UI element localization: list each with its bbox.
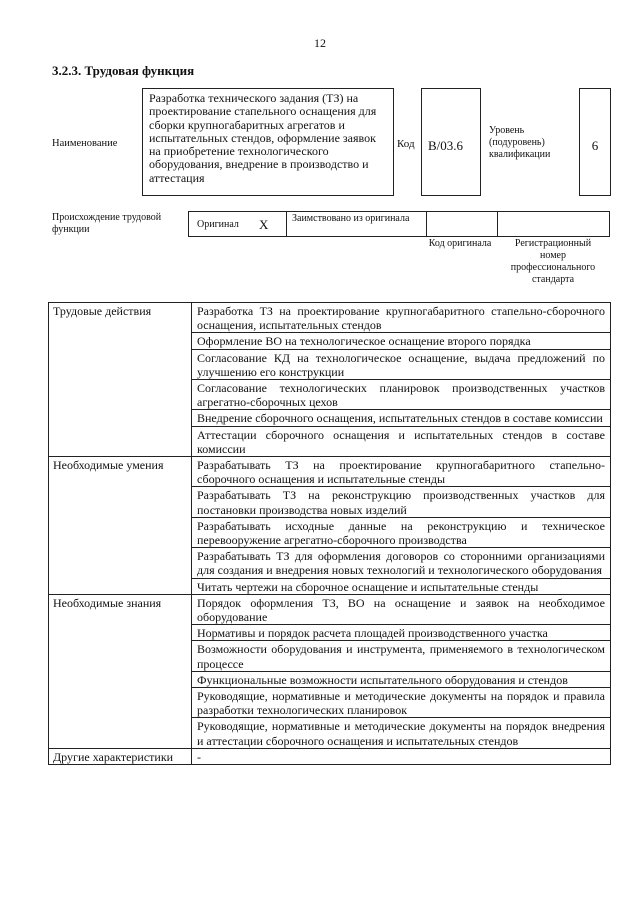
section-item: Функциональные возможности испытательного оборудования и стендов [192, 671, 611, 687]
origin-label: Происхождение трудовой функции [52, 212, 162, 235]
section-item: Возможности оборудования и инструмента, применяемого в технологическом процессе [192, 641, 611, 671]
page-number: 12 [314, 36, 326, 50]
section-label: Другие характеристики [49, 748, 192, 764]
section-label: Необходимые умения [49, 457, 192, 595]
borrowed-label: Заимствовано из оригинала [292, 213, 410, 224]
reg-caption: Регистрационный номер профессионального стандарта [510, 238, 596, 285]
original-mark: X [259, 217, 269, 232]
level-value-box: 6 [579, 88, 611, 196]
code-caption: Код оригинала [428, 238, 492, 249]
section-item: Руководящие, нормативные и методические документы на порядок и правила разработки технологических планировок [192, 688, 611, 718]
section-item: Аттестации сборочного оснащения и испытательных стендов в составе комиссии [192, 426, 611, 456]
section-item: Разрабатывать исходные данные на реконструкцию и техническое перевооружение агрегатно-сборочного производства [192, 517, 611, 547]
section-item: Разработка ТЗ на проектирование крупногабаритного стапельно-сборочного оснащения, испытательных стендов [192, 303, 611, 333]
section-label: Трудовые действия [49, 303, 192, 457]
section-item: Оформление ВО на технологическое оснащение второго порядка [192, 333, 611, 349]
origin-table [188, 211, 610, 237]
name-label: Наименование [52, 138, 118, 149]
section-title: 3.2.3. Трудовая функция [52, 63, 195, 78]
section-item: Согласование КД на технологическое оснащение, выдача предложений по улучшению его конструкции [192, 349, 611, 379]
section-item: Порядок оформления ТЗ, ВО на оснащение и заявок на необходимое оборудование [192, 594, 611, 624]
section-label: Необходимые знания [49, 594, 192, 748]
original-label: Оригинал [197, 219, 239, 230]
table-row [49, 748, 611, 764]
section-item: Разрабатывать ТЗ на проектирование крупногабаритного стапельно-сборочного оснащения и испытательные стенды [192, 457, 611, 487]
section-item: Согласование технологических планировок производственных участков агрегатно-сборочных цехов [192, 380, 611, 410]
section-item: Разрабатывать ТЗ для оформления договоров со сторонними организациями для создания и внедрения новых технологий и технологического оборудования [192, 548, 611, 578]
code-value-box: B/03.6 [421, 88, 481, 196]
function-details-table [48, 302, 611, 765]
section-item: Руководящие, нормативные и методические документы на порядок внедрения и аттестации сборочного оснащения и испытательных стендов [192, 718, 611, 748]
code-label: Код [397, 138, 415, 150]
section-item: - [192, 748, 611, 764]
section-item: Внедрение сборочного оснащения, испытательных стендов в составе комиссии [192, 410, 611, 426]
section-item: Разрабатывать ТЗ на реконструкцию производственных участков для постановки производства новых изделий [192, 487, 611, 517]
table-row [49, 457, 611, 487]
section-item: Нормативы и порядок расчета площадей производственного участка [192, 625, 611, 641]
table-row [49, 594, 611, 624]
table-row [49, 303, 611, 333]
function-name-box: Разработка технического задания (ТЗ) на проектирование стапельного оснащения для сборки крупногабаритных агрегатов и испытательных стендов, оформление заявок на приобретение технологического оборудования, внедрение в производство и аттестация [142, 88, 394, 196]
section-item: Читать чертежи на сборочное оснащение и испытательные стенды [192, 578, 611, 594]
level-label: Уровень (подуровень) квалификации [489, 125, 551, 160]
